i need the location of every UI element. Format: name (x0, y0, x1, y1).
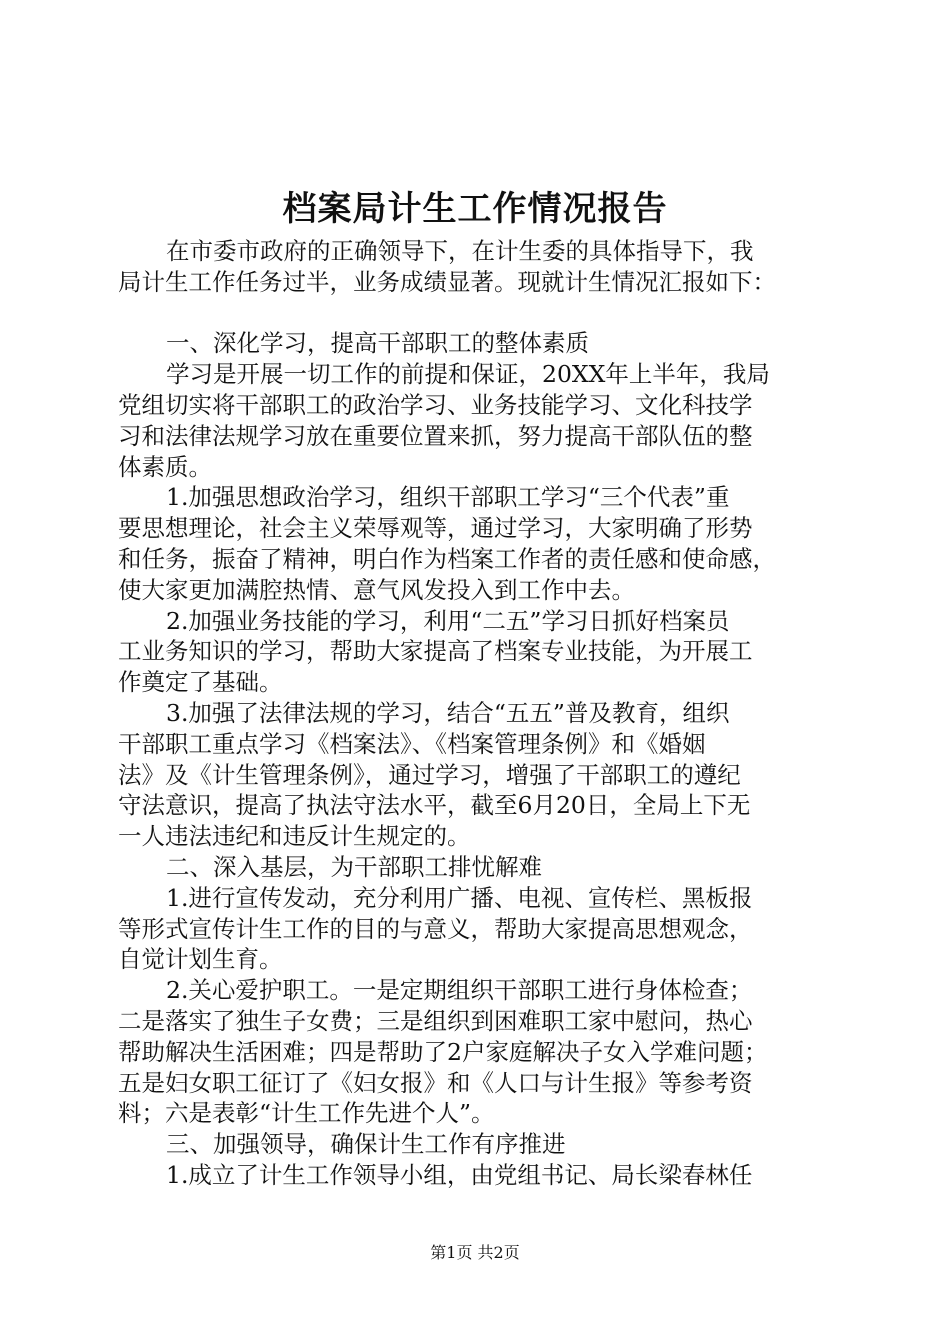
paragraph-line: 守法意识，提高了执法守法水平，截至6月20日，全局上下无 (118, 791, 751, 820)
section-heading: 三、加强领导，确保计生工作有序推进 (166, 1130, 566, 1159)
paragraph-line: 1.成立了计生工作领导小组，由党组书记、局长梁春林任 (166, 1160, 753, 1189)
document-title: 档案局计生工作情况报告 (282, 189, 668, 229)
paragraph-line: 五是妇女职工征订了《妇女报》和《人口与计生报》等参考资 (118, 1068, 753, 1097)
paragraph-line: 要思想理论，社会主义荣辱观等，通过学习，大家明确了形势 (118, 514, 753, 543)
paragraph-line: 1.加强思想政治学习，组织干部职工学习“三个代表”重 (166, 483, 730, 512)
paragraph-line: 党组切实将干部职工的政治学习、业务技能学习、文化科技学 (118, 390, 753, 419)
paragraph-line: 一人违法违纪和违反计生规定的。 (118, 822, 471, 851)
paragraph-line: 作奠定了基础。 (118, 668, 283, 697)
paragraph-line: 工业务知识的学习，帮助大家提高了档案专业技能，为开展工 (118, 637, 753, 666)
blank-line (118, 298, 846, 329)
paragraph-line: 自觉计划生育。 (118, 945, 283, 974)
paragraph-line: 局计生工作任务过半，业务成绩显著。现就计生情况汇报如下： (118, 267, 776, 296)
paragraph-line: 习和法律法规学习放在重要位置来抓，努力提高干部队伍的整 (118, 421, 753, 450)
section-heading: 二、深入基层，为干部职工排忧解难 (166, 852, 542, 881)
paragraph-line: 在市委市政府的正确领导下，在计生委的具体指导下，我 (166, 237, 754, 265)
paragraph-line: 干部职工重点学习《档案法》、《档案管理条例》和《婚姻 (118, 729, 706, 758)
paragraph-line: 使大家更加满腔热情、意气风发投入到工作中去。 (118, 575, 635, 604)
paragraph-line: 体素质。 (118, 452, 212, 481)
paragraph-line: 帮助解决生活困难；四是帮助了2户家庭解决子女入学难问题； (118, 1037, 768, 1066)
paragraph-line: 1.进行宣传发动，充分利用广播、电视、宣传栏、黑板报 (166, 883, 753, 912)
paragraph-line: 学习是开展一切工作的前提和保证，20XX年上半年，我局 (166, 360, 770, 389)
paragraph-line: 2.关心爱护职工。一是定期组织干部职工进行身体检查； (166, 976, 753, 1005)
paragraph-line: 料；六是表彰“计生工作先进个人”。 (118, 1099, 495, 1128)
paragraph-line: 二是落实了独生子女费；三是组织到困难职工家中慰问，热心 (118, 1006, 753, 1035)
page-footer: 第1页 共2页 (430, 1243, 520, 1262)
paragraph-line: 等形式宣传计生工作的目的与意义，帮助大家提高思想观念， (118, 914, 753, 943)
paragraph-line: 3.加强了法律法规的学习，结合“五五”普及教育，组织 (166, 698, 730, 727)
document-body (118, 236, 846, 1191)
section-heading: 一、深化学习，提高干部职工的整体素质 (166, 329, 589, 358)
paragraph-line: 2.加强业务技能的学习，利用“二五”学习日抓好档案员 (166, 606, 730, 635)
paragraph-line: 和任务，振奋了精神，明白作为档案工作者的责任感和使命感， (118, 544, 776, 573)
paragraph-line: 法》及《计生管理条例》，通过学习，增强了干部职工的遵纪 (118, 760, 741, 789)
